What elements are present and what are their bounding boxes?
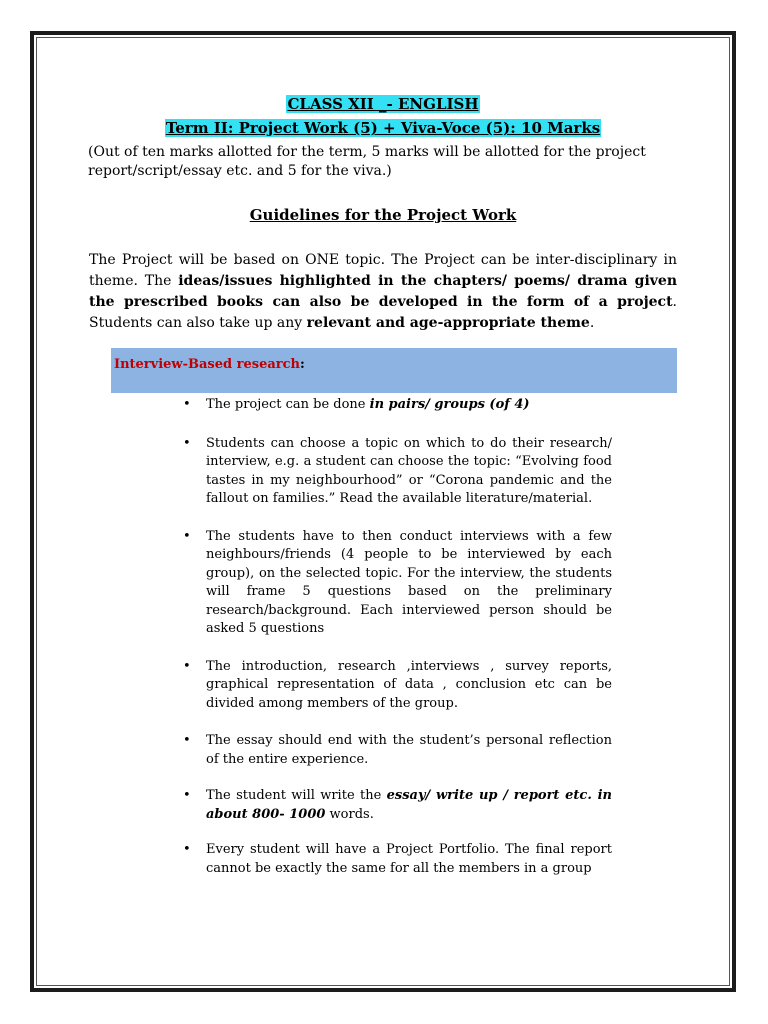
term-title-text: Term II: Project Work (5) + Viva-Voce (5): 10 Marks: [165, 119, 601, 137]
list-item: [206, 396, 612, 415]
overview-bold-2: relevant and age-appropriate theme: [306, 315, 590, 331]
guidelines-heading: Guidelines for the Project Work: [249, 206, 517, 224]
list-item: • Students can choose a topic on which to do their research/ interview, e.g. a student can choose the topic: “Evolving food tastes in my neighbourhood” or “Corona pandemic and the fallout on families.” Read the available literature/material.: [206, 435, 612, 509]
bullet-6-emphasis: essay/ write up / report etc. in about 800- 1000: [206, 788, 612, 822]
overview-bold-1: ideas/issues highlighted in the chapters/ poems/ drama given the prescribed books can also be developed in the form of a project: [89, 273, 677, 310]
overview-text-2: . Students can also take up any: [89, 294, 677, 331]
overview-paragraph: [89, 250, 677, 334]
band-colon: :: [299, 357, 305, 372]
bullet-1-emphasis: in pairs/ groups (of 4): [369, 397, 530, 412]
term-title: [30, 119, 736, 137]
list-item: • The essay should end with the student’s personal reflection of the entire experience.: [206, 732, 612, 769]
list-item: • The students have to then conduct interviews with a few neighbours/friends (4 people to be interviewed by each group), on the selected topic. For the interview, the students will frame 5 questions based on the preliminary research/background. Each interviewed person should be asked 5 questions: [206, 528, 612, 639]
bullet-6-text: The student will write the: [206, 788, 387, 803]
list-item: • Every student will have a Project Portfolio. The final report cannot be exactly the same for all the members in a group: [206, 841, 612, 878]
overview-text-3: .: [589, 315, 595, 331]
class-title-text: CLASS XII _- ENGLISH: [287, 95, 479, 113]
marks-note: (Out of ten marks allotted for the term, 5 marks will be allotted for the project report/script/essay etc. and 5 for the viva.): [88, 144, 646, 179]
list-item: • The introduction, research ,interviews , survey reports, graphical representation of data , conclusion etc can be divided among members of the group.: [206, 658, 612, 714]
overview-text-1: The Project will be based on ONE topic. The Project can be inter-disciplinary in theme. The: [89, 252, 677, 289]
interview-research-label: Interview-Based research: [114, 357, 300, 372]
bullet-6-suffix: words.: [325, 806, 374, 822]
list-item: [206, 787, 612, 824]
bullet-1-text: The project can be done: [206, 397, 370, 412]
class-title: [30, 95, 736, 113]
interview-research-band: [111, 348, 677, 393]
guidelines-list: [206, 396, 612, 878]
